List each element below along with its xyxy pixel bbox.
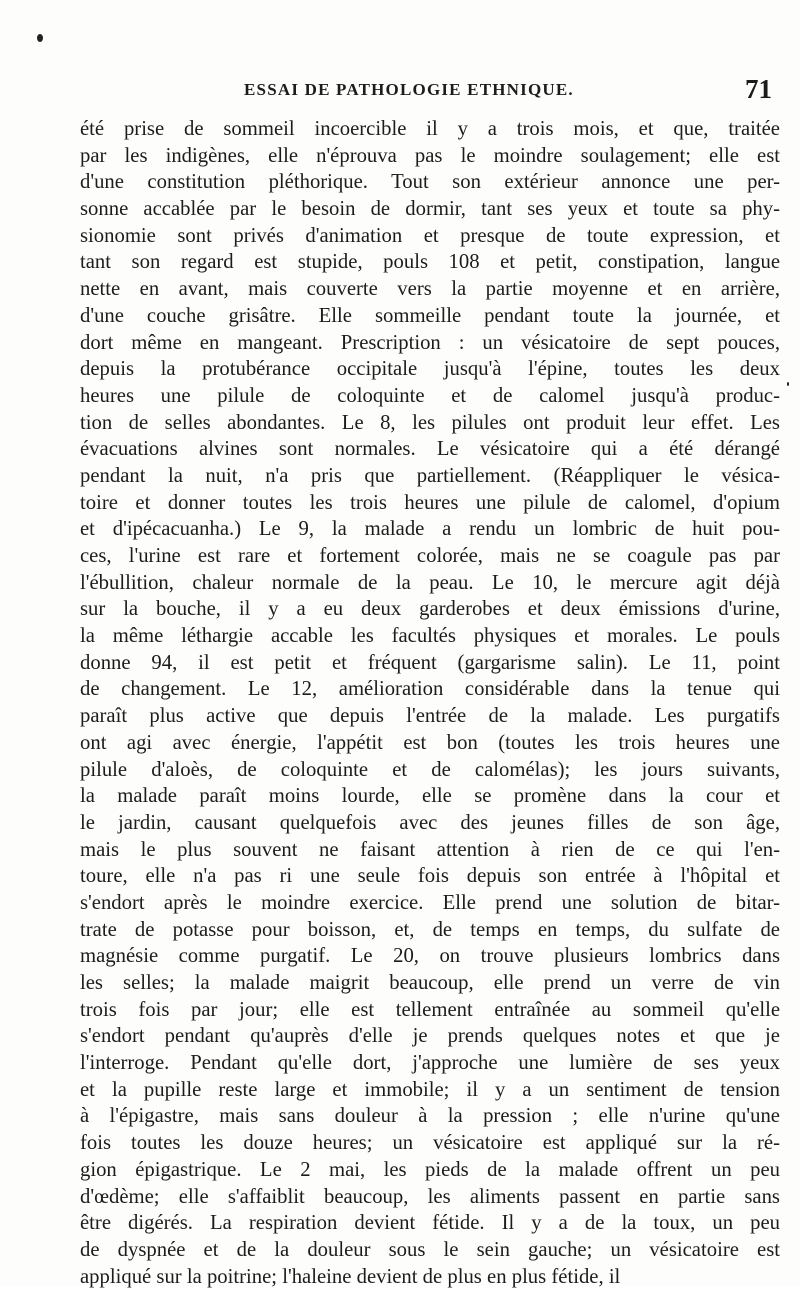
text-line: fois toutes les douze heures; un vésicatoire est appliqué sur la ré- [80, 1132, 780, 1155]
text-line: d'une couche grisâtre. Elle sommeille pendant toute la journée, et [80, 304, 780, 327]
text-line: toire et donner toutes les trois heures une pilule de calomel, d'opium [80, 491, 780, 514]
text-line: pendant la nuit, n'a pris que partiellement. (Réappliquer le vésica- [80, 464, 780, 487]
text-line: paraît plus active que depuis l'entrée de la malade. Les purgatifs [80, 705, 780, 728]
body-text [80, 116, 780, 1290]
text-line: toure, elle n'a pas ri une seule fois depuis son entrée à l'hôpital et [80, 865, 780, 888]
text-line: être digérés. La respiration devient fétide. Il y a de la toux, un peu [80, 1212, 780, 1235]
text-line: été prise de sommeil incoercible il y a trois mois, et que, traitée [80, 118, 780, 140]
text-line: sur la bouche, il y a eu deux garderobes et deux émissions d'urine, [80, 598, 780, 621]
text-line: pilule d'aloès, de coloquinte et de calomélas); les jours suivants, [80, 758, 780, 781]
text-line: de dyspnée et de la douleur sous le sein gauche; un vésicatoire est [80, 1238, 780, 1261]
text-line: la malade paraît moins lourde, elle se promène dans la cour et [80, 785, 780, 808]
text-line: gion épigastrique. Le 2 mai, les pieds de la malade offrent un peu [80, 1158, 780, 1181]
text-line: évacuations alvines sont normales. Le vésicatoire qui a été dérangé [80, 438, 780, 461]
text-line: à l'épigastre, mais sans douleur à la pression ; elle n'urine qu'une [80, 1105, 780, 1128]
text-line: et d'ipécacuanha.) Le 9, la malade a rendu un lombric de huit pou- [80, 518, 780, 541]
text-line: tant son regard est stupide, pouls 108 et petit, constipation, langue [80, 251, 780, 274]
text-line: sonne accablée par le besoin de dormir, tant ses yeux et toute sa phy- [80, 198, 780, 221]
text-line: ces, l'urine est rare et fortement colorée, mais ne se coagule pas par [80, 545, 780, 567]
text-line: et la pupille reste large et immobile; il y a un sentiment de tension [80, 1078, 780, 1101]
text-line: appliqué sur la poitrine; l'haleine devient de plus en plus fétide, il [80, 1265, 621, 1288]
page-number: 71 [745, 74, 772, 104]
text-line: le jardin, causant quelquefois avec des jeunes filles de son âge, [80, 811, 780, 834]
ink-spot [37, 34, 43, 42]
margin-speck [787, 382, 789, 386]
text-line: mais le plus souvent ne faisant attention à rien de ce qui l'en- [80, 838, 780, 861]
text-line: la même léthargie accable les facultés physiques et morales. Le pouls [80, 625, 780, 648]
text-line: trois fois par jour; elle est tellement entraînée au sommeil qu'elle [80, 998, 780, 1021]
text-line: s'endort pendant qu'auprès d'elle je prends quelques notes et que je [80, 1025, 780, 1048]
text-line: les selles; la malade maigrit beaucoup, elle prend un verre de vin [80, 972, 780, 994]
text-line: magnésie comme purgatif. Le 20, on trouve plusieurs lombrics dans [80, 945, 780, 968]
text-line: par les indigènes, elle n'éprouva pas le moindre soulagement; elle est [80, 144, 780, 167]
text-line: nette en avant, mais couverte vers la partie moyenne et en arrière, [80, 278, 780, 301]
text-line: depuis la protubérance occipitale jusqu'à l'épine, toutes les deux [80, 358, 780, 381]
page-header [236, 74, 772, 108]
text-line: d'une constitution pléthorique. Tout son extérieur annonce une per- [80, 171, 780, 194]
text-line: l'interroge. Pendant qu'elle dort, j'approche une lumière de ses yeux [80, 1052, 780, 1075]
text-line: trate de potasse pour boisson, et, de temps en temps, du sulfate de [80, 918, 780, 941]
text-line: ont agi avec énergie, l'appétit est bon (toutes les trois heures une [80, 731, 780, 754]
text-line: d'œdème; elle s'affaiblit beaucoup, les aliments passent en partie sans [80, 1185, 780, 1208]
text-line: tion de selles abondantes. Le 8, les pilules ont produit leur effet. Les [80, 411, 780, 434]
running-title: ESSAI DE PATHOLOGIE ETHNIQUE. [244, 80, 574, 99]
text-line: de changement. Le 12, amélioration considérable dans la tenue qui [80, 678, 780, 701]
text-line: donne 94, il est petit et fréquent (gargarisme salin). Le 11, point [80, 651, 780, 674]
text-line: s'endort après le moindre exercice. Elle prend une solution de bitar- [80, 891, 780, 914]
text-line: dort même en mangeant. Prescription : un vésicatoire de sept pouces, [80, 331, 780, 354]
text-line: l'ébullition, chaleur normale de la peau. Le 10, le mercure agit déjà [80, 571, 780, 594]
text-line: heures une pilule de coloquinte et de calomel jusqu'à produc- [80, 384, 780, 407]
text-line: sionomie sont privés d'animation et presque de toute expression, et [80, 224, 780, 247]
